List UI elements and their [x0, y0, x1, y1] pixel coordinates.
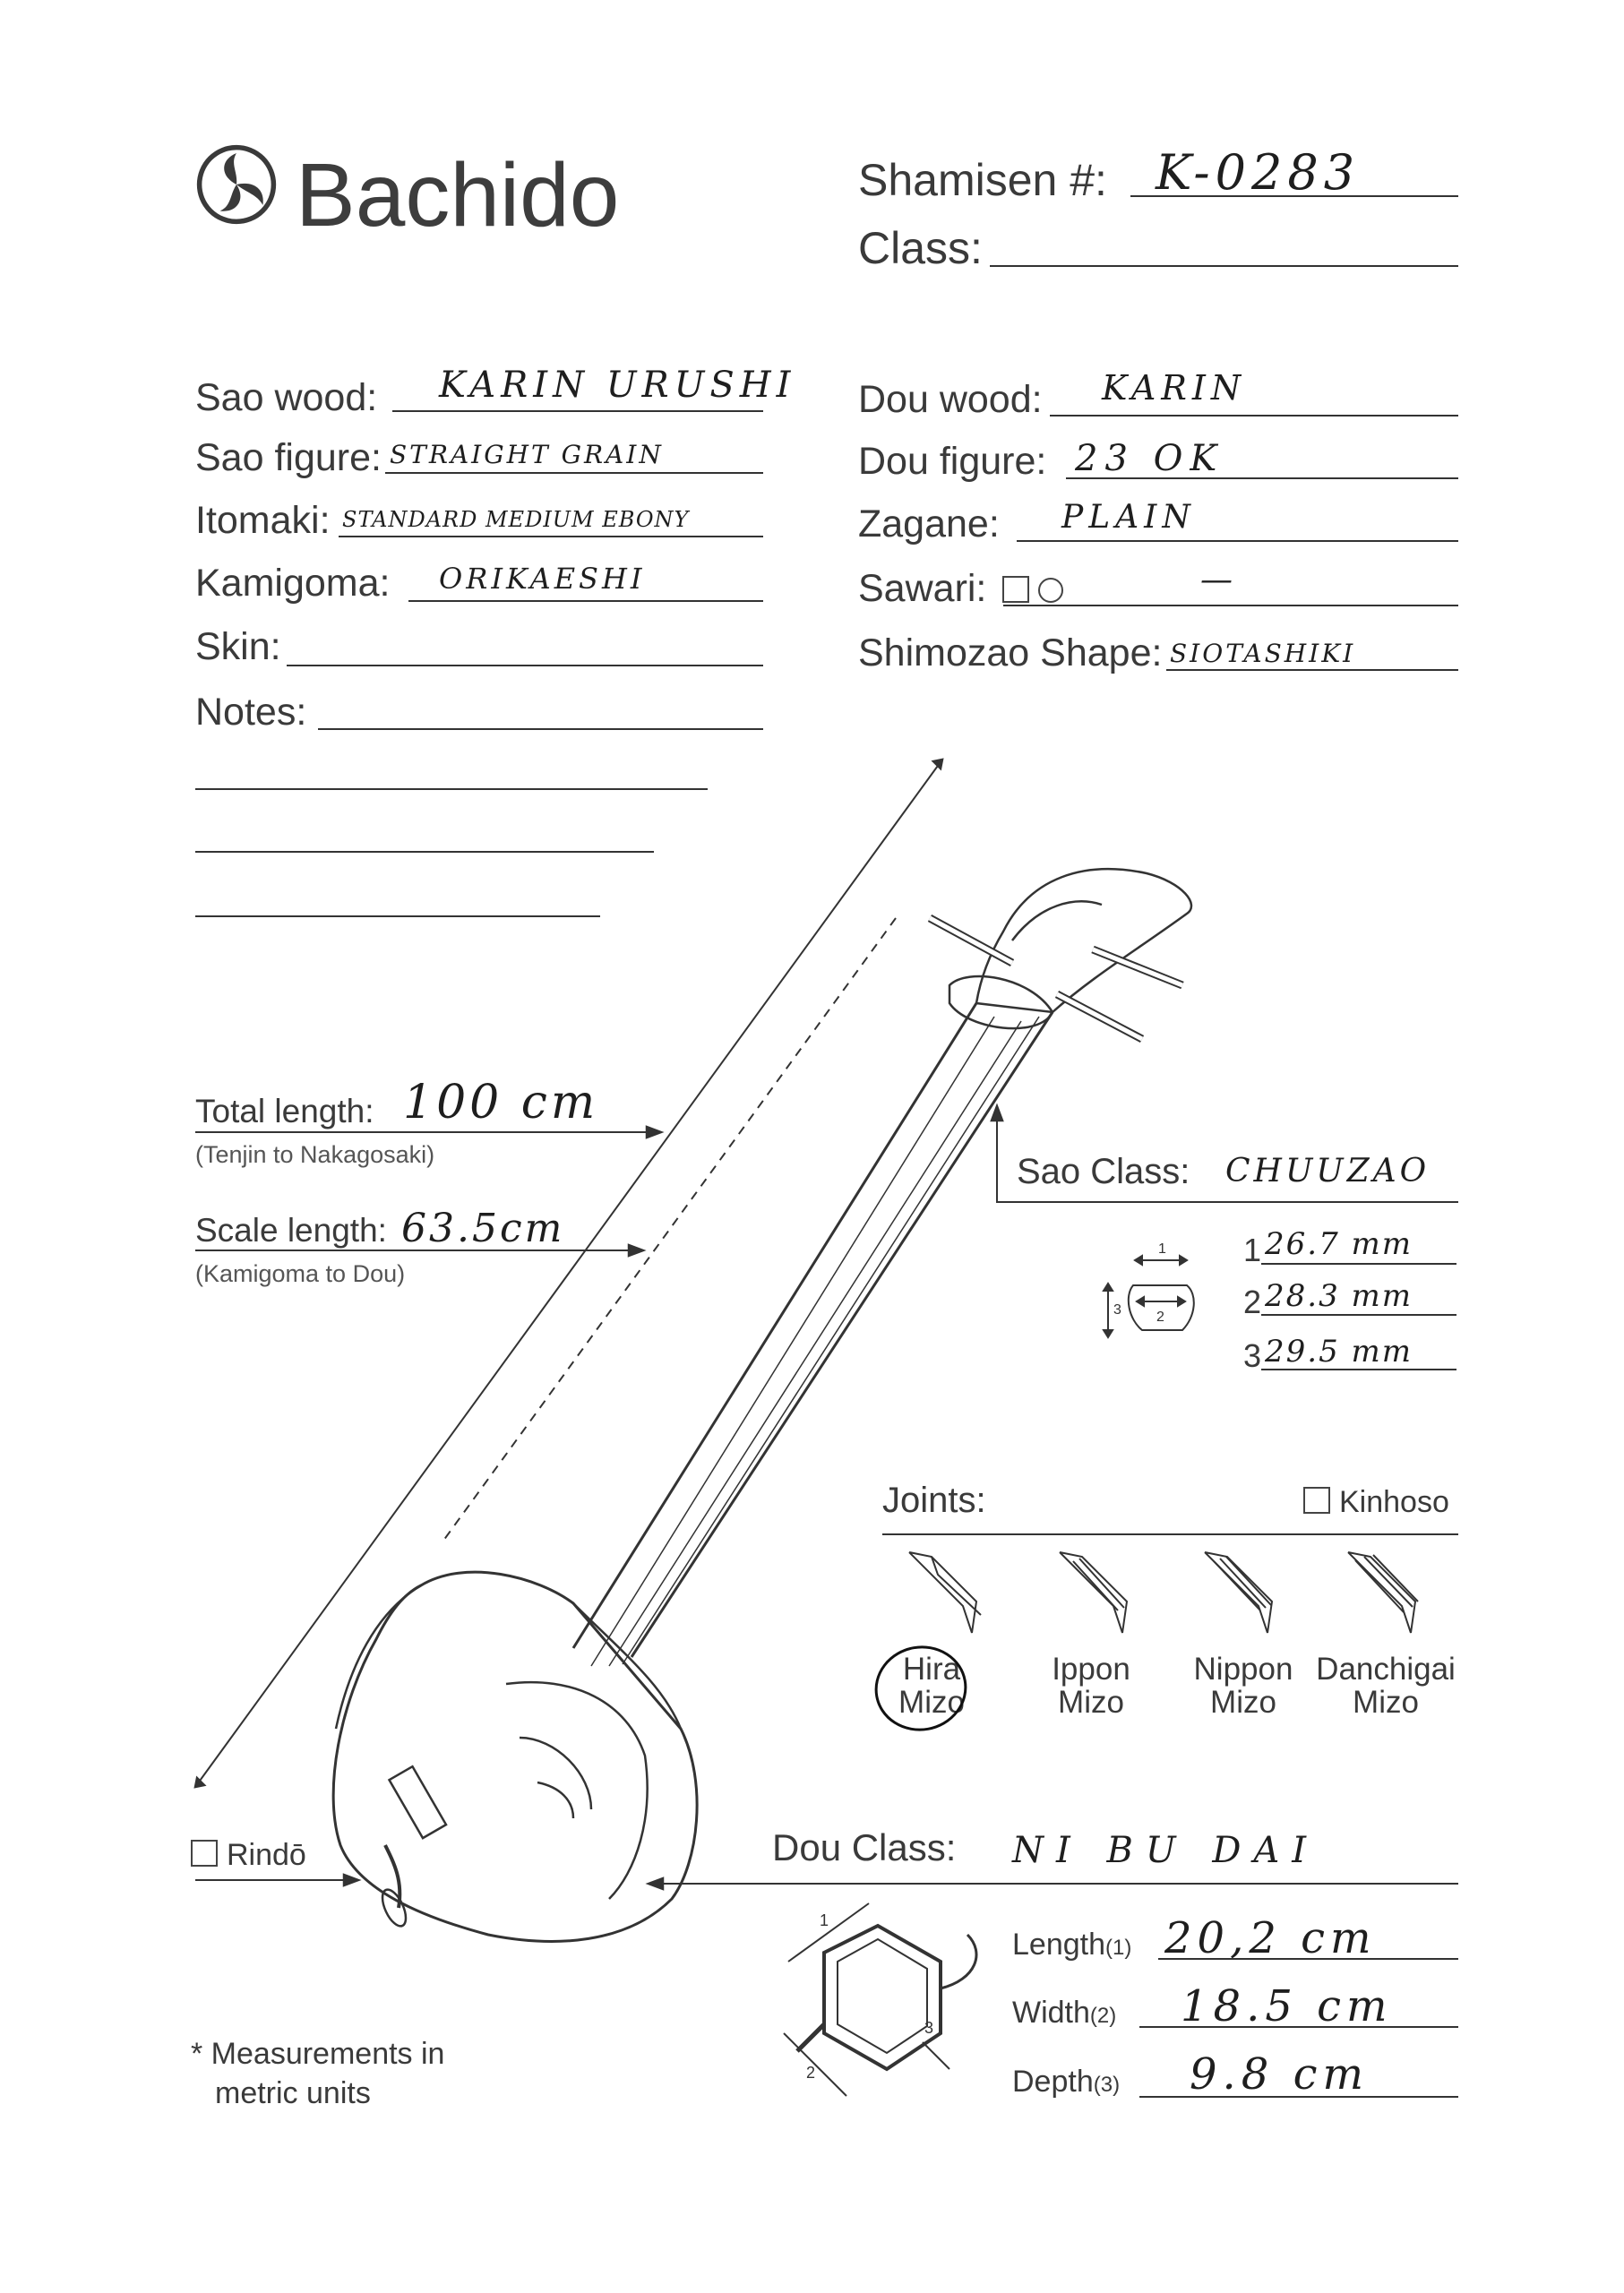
svg-text:1: 1 [1158, 1241, 1166, 1257]
itomaki-value: STANDARD MEDIUM EBONY [342, 507, 690, 532]
dou-class-label: Dou Class: [772, 1826, 957, 1868]
sao-measure-2-value: 28.3 mm [1265, 1278, 1413, 1314]
dou-length-label-text: Length [1012, 1928, 1105, 1962]
joint-hira-mizo-line1: Hira [902, 1652, 961, 1687]
sao-measure-1-num: 1 [1243, 1232, 1262, 1268]
kamigoma-value: ORIKAESHI [439, 562, 646, 596]
sao-measure-1-line [1261, 1263, 1456, 1265]
joint-danchigai-mizo-line2: Mizo [1353, 1684, 1419, 1720]
brand-name: Bachido [296, 145, 620, 245]
dou-length-label [1012, 1929, 1131, 1960]
joint-danchigai-mizo[interactable] [1310, 1653, 1462, 1720]
joint-nippon-mizo[interactable] [1167, 1653, 1319, 1720]
zagane-label: Zagane: [858, 502, 1000, 545]
dou-class-value: NI BU DAI [1012, 1830, 1319, 1871]
dou-depth-num: (3) [1093, 2073, 1121, 2097]
shamisen-number-value: K-0283 [1156, 144, 1361, 201]
dou-depth-value: 9.8 cm [1190, 2049, 1369, 2100]
sao-class-value: CHUUZAO [1225, 1153, 1431, 1189]
dou-wood-value: KARIN [1102, 368, 1247, 408]
svg-text:2: 2 [1156, 1310, 1164, 1325]
ippon-mizo-joint-icon [1060, 1552, 1127, 1633]
sao-measure-3-line [1261, 1369, 1456, 1370]
sao-figure-label: Sao figure: [195, 436, 382, 479]
svg-text:1: 1 [820, 1911, 829, 1929]
shamisen-number-label: Shamisen #: [858, 155, 1107, 205]
joint-hira-mizo-line2: Mizo [898, 1684, 965, 1720]
itomaki-label: Itomaki: [195, 499, 331, 542]
hira-mizo-selection-circle [869, 1639, 976, 1738]
dou-figure-value: 23 OK [1075, 438, 1224, 479]
sawari-label-text: Sawari: [858, 567, 987, 610]
shimozao-shape-value: SIOTASHIKI [1170, 639, 1356, 668]
dou-length-num: (1) [1105, 1936, 1132, 1960]
sawari-value: — [1200, 562, 1238, 598]
joints-label: Joints: [882, 1481, 986, 1520]
dou-figure-label: Dou figure: [858, 440, 1047, 483]
kamigoma-label: Kamigoma: [195, 562, 391, 605]
dou-depth-label-text: Depth [1012, 2065, 1094, 2099]
joint-nippon-mizo-line1: Nippon [1193, 1652, 1293, 1687]
joint-diagrams [882, 1548, 1458, 1646]
joint-ippon-mizo-line1: Ippon [1052, 1652, 1130, 1687]
scale-length-note: (Kamigoma to Dou) [195, 1260, 406, 1287]
svg-text:3: 3 [924, 2019, 934, 2037]
hira-mizo-joint-icon [909, 1552, 981, 1633]
rindo-label: Rindō [227, 1838, 306, 1872]
dou-width-value: 18.5 cm [1181, 1981, 1393, 2031]
sao-measure-3-num: 3 [1243, 1337, 1262, 1374]
dou-length-line [1158, 1958, 1458, 1960]
notes-label: Notes: [195, 691, 307, 734]
sao-measure-3-value: 29.5 mm [1265, 1334, 1413, 1370]
nippon-mizo-joint-icon [1205, 1552, 1272, 1633]
dou-depth-line [1139, 2096, 1458, 2098]
sao-measure-2-line [1261, 1314, 1456, 1316]
kinhoso-checkbox[interactable] [1303, 1487, 1330, 1514]
svg-text:3: 3 [1113, 1302, 1121, 1318]
kinhoso-option [1303, 1487, 1449, 1517]
sao-figure-value: STRAIGHT GRAIN [390, 440, 664, 469]
danchigai-mizo-joint-icon [1348, 1552, 1418, 1633]
total-length-value: 100 cm [403, 1076, 599, 1129]
dou-width-label-text: Width [1012, 1996, 1090, 2030]
scale-length-label: Scale length: [195, 1212, 387, 1249]
dou-width-line [1139, 2026, 1458, 2028]
scale-length-value: 63.5cm [401, 1206, 565, 1251]
kinhoso-label: Kinhoso [1339, 1485, 1449, 1519]
dou-wood-label: Dou wood: [858, 378, 1043, 421]
sao-measure-1-value: 26.7 mm [1265, 1226, 1413, 1262]
dou-cross-section-icon [770, 1899, 985, 2105]
sao-wood-value: KARIN URUSHI [439, 365, 796, 406]
skin-label: Skin: [195, 625, 281, 668]
dou-depth-label [1012, 2066, 1120, 2097]
dou-width-label [1012, 1997, 1116, 2028]
footnote-line-1: * Measurements in [191, 2037, 445, 2071]
dou-length-value: 20,2 cm [1164, 1913, 1377, 1963]
joint-ippon-mizo-line2: Mizo [1058, 1684, 1124, 1720]
shimozao-shape-label: Shimozao Shape: [858, 631, 1163, 674]
sao-class-label: Sao Class: [1017, 1152, 1190, 1191]
total-length-label: Total length: [195, 1093, 374, 1129]
class-label: Class: [858, 223, 983, 273]
joint-danchigai-mizo-line1: Danchigai [1316, 1652, 1456, 1687]
zagane-value: PLAIN [1061, 499, 1196, 536]
svg-text:2: 2 [806, 2064, 816, 2082]
rindo-checkbox[interactable] [191, 1840, 218, 1867]
sao-measure-2-num: 2 [1243, 1284, 1262, 1320]
dou-width-num: (2) [1089, 2004, 1117, 2028]
total-length-note: (Tenjin to Nakagosaki) [195, 1141, 435, 1168]
sao-cross-section-icon [1097, 1241, 1205, 1348]
joints-line [882, 1533, 1458, 1535]
rindo-option [191, 1840, 306, 1870]
joint-nippon-mizo-line2: Mizo [1210, 1684, 1276, 1720]
sao-wood-label: Sao wood: [195, 376, 378, 419]
joint-ippon-mizo[interactable] [1015, 1653, 1167, 1720]
footnote-line-2: metric units [215, 2076, 371, 2110]
